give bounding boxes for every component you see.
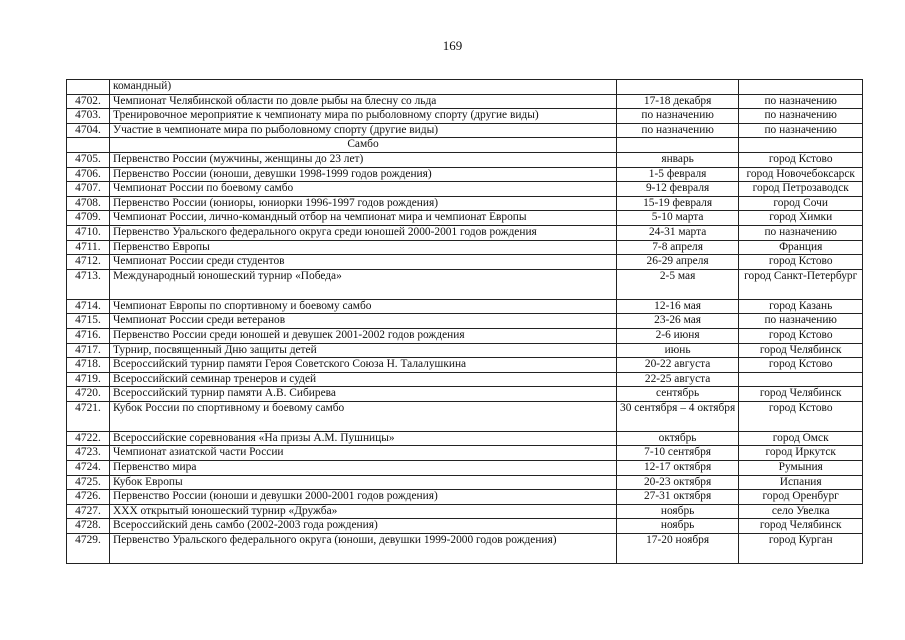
- table-row: [67, 519, 863, 534]
- table-cell-num: 4710.: [67, 225, 110, 240]
- table-cell-place: город Курган: [739, 534, 863, 564]
- table-cell-date: 27-31 октября: [617, 490, 739, 505]
- table-row: [67, 152, 863, 167]
- table-row: [67, 358, 863, 373]
- table-cell-place: город Кстово: [739, 328, 863, 343]
- table-cell-date: 2-5 мая: [617, 269, 739, 299]
- table-cell-num: 4718.: [67, 358, 110, 373]
- table-cell-date: 12-16 мая: [617, 299, 739, 314]
- table-cell-date: 20-23 октября: [617, 475, 739, 490]
- table-cell-place: город Омск: [739, 431, 863, 446]
- table-cell-name: Всероссийский семинар тренеров и судей: [110, 372, 617, 387]
- table-cell-num: 4727.: [67, 504, 110, 519]
- table-cell-date: 15-19 февраля: [617, 196, 739, 211]
- table-cell-date: ноябрь: [617, 519, 739, 534]
- table-cell-place: город Санкт-Петербург: [739, 269, 863, 299]
- table-cell-place: город Сочи: [739, 196, 863, 211]
- table-cell-name: Первенство Уральского федерального округа (юноши, девушки 1999-2000 годов рождения): [110, 534, 617, 564]
- table-cell-num: 4715.: [67, 314, 110, 329]
- table-cell-num: 4724.: [67, 461, 110, 476]
- table-cell-name: Чемпионат азиатской части России: [110, 446, 617, 461]
- table-cell-name: Первенство Уральского федерального округа среди юношей 2000-2001 годов рождения: [110, 225, 617, 240]
- table-cell-name: Всероссийский турнир памяти А.В. Сибирева: [110, 387, 617, 402]
- table-cell-date: 24-31 марта: [617, 225, 739, 240]
- table-row: [67, 431, 863, 446]
- table-cell-date: 7-10 сентября: [617, 446, 739, 461]
- table-cell-name: Чемпионат России, лично-командный отбор на чемпионат мира и чемпионат Европы: [110, 211, 617, 226]
- table-cell-num: [67, 138, 110, 153]
- table-row: [67, 461, 863, 476]
- table-cell-place: город Казань: [739, 299, 863, 314]
- table-cell-name: Всероссийский день самбо (2002-2003 года рождения): [110, 519, 617, 534]
- table-cell-place: Испания: [739, 475, 863, 490]
- table-cell-name: Первенство России (юниоры, юниорки 1996-1997 годов рождения): [110, 196, 617, 211]
- table-cell-place: по назначению: [739, 123, 863, 138]
- table-cell-place: город Челябинск: [739, 519, 863, 534]
- table-cell-name: Кубок Европы: [110, 475, 617, 490]
- table-cell-num: 4704.: [67, 123, 110, 138]
- table-cell-date: 26-29 апреля: [617, 255, 739, 270]
- table-cell-date: ноябрь: [617, 504, 739, 519]
- table-row: [67, 167, 863, 182]
- table-cell-place: город Кстово: [739, 358, 863, 373]
- table-cell-place: город Иркутск: [739, 446, 863, 461]
- table-cell-num: 4714.: [67, 299, 110, 314]
- table-cell-place: город Оренбург: [739, 490, 863, 505]
- table-cell-num: [67, 80, 110, 95]
- table-cell-place: Франция: [739, 240, 863, 255]
- continuation-row: [67, 80, 863, 95]
- table-cell-place: Румыния: [739, 461, 863, 476]
- table-row: [67, 196, 863, 211]
- table-cell-name: Всероссийские соревнования «На призы А.М. Пушницы»: [110, 431, 617, 446]
- table-cell-num: 4720.: [67, 387, 110, 402]
- table-cell-date: 17-18 декабря: [617, 94, 739, 109]
- table-row: [67, 475, 863, 490]
- table-row: [67, 534, 863, 564]
- table-cell-place: город Кстово: [739, 152, 863, 167]
- table-cell-name: Чемпионат России по боевому самбо: [110, 182, 617, 197]
- table-cell-name: Всероссийский турнир памяти Героя Советского Союза Н. Талалушкина: [110, 358, 617, 373]
- table-cell-place: город Петрозаводск: [739, 182, 863, 197]
- table-cell-date: январь: [617, 152, 739, 167]
- table-cell-num: 4712.: [67, 255, 110, 270]
- table-row: [67, 490, 863, 505]
- table-cell-date: по назначению: [617, 123, 739, 138]
- table-cell-name: Первенство России среди юношей и девушек 2001-2002 годов рождения: [110, 328, 617, 343]
- table-cell-num: 4723.: [67, 446, 110, 461]
- section-title: Самбо: [110, 138, 617, 153]
- table-cell-date: 12-17 октября: [617, 461, 739, 476]
- table-row: [67, 240, 863, 255]
- table-cell-name: Тренировочное мероприятие к чемпионату мира по рыболовному спорту (другие виды): [110, 109, 617, 124]
- section-row: [67, 138, 863, 153]
- table-cell-num: 4726.: [67, 490, 110, 505]
- table-cell-name: XXX открытый юношеский турнир «Дружба»: [110, 504, 617, 519]
- table-row: [67, 299, 863, 314]
- table-row: [67, 343, 863, 358]
- table-cell-name: Первенство России (юноши и девушки 2000-2001 годов рождения): [110, 490, 617, 505]
- table-row: [67, 372, 863, 387]
- table-cell-name: Первенство мира: [110, 461, 617, 476]
- table-cell-place: [739, 80, 863, 95]
- table-cell-date: 30 сентября – 4 октября: [617, 401, 739, 431]
- table-cell-date: [617, 138, 739, 153]
- table-cell-date: 20-22 августа: [617, 358, 739, 373]
- table-row: [67, 387, 863, 402]
- table-cell-date: июнь: [617, 343, 739, 358]
- table-cell-num: 4721.: [67, 401, 110, 431]
- table-cell-name: Чемпионат России среди ветеранов: [110, 314, 617, 329]
- table-cell-num: 4708.: [67, 196, 110, 211]
- table-row: [67, 182, 863, 197]
- table-cell-place: по назначению: [739, 225, 863, 240]
- table-cell-num: 4719.: [67, 372, 110, 387]
- table-cell-place: город Кстово: [739, 255, 863, 270]
- table-cell-place: город Челябинск: [739, 343, 863, 358]
- table-cell-num: 4705.: [67, 152, 110, 167]
- table-row: [67, 314, 863, 329]
- table-cell-num: 4707.: [67, 182, 110, 197]
- table-cell-date: [617, 80, 739, 95]
- events-table: [66, 79, 863, 564]
- table-cell-date: 2-6 июня: [617, 328, 739, 343]
- table-cell-name: Чемпионат России среди студентов: [110, 255, 617, 270]
- table-row: [67, 446, 863, 461]
- table-cell-num: 4725.: [67, 475, 110, 490]
- table-cell-name: Международный юношеский турнир «Победа»: [110, 269, 617, 299]
- table-row: [67, 211, 863, 226]
- table-cell-date: по назначению: [617, 109, 739, 124]
- table-cell-num: 4716.: [67, 328, 110, 343]
- table-cell-num: 4729.: [67, 534, 110, 564]
- table-cell-name: Турнир, посвященный Дню защиты детей: [110, 343, 617, 358]
- table-cell-num: 4713.: [67, 269, 110, 299]
- table-cell-name: Первенство Европы: [110, 240, 617, 255]
- table-cell-place: город Челябинск: [739, 387, 863, 402]
- table-cell-name: командный): [110, 80, 617, 95]
- table-cell-num: 4702.: [67, 94, 110, 109]
- table-cell-num: 4703.: [67, 109, 110, 124]
- table-cell-name: Участие в чемпионате мира по рыболовному спорту (другие виды): [110, 123, 617, 138]
- table-cell-name: Чемпионат Челябинской области по довле рыбы на блесну со льда: [110, 94, 617, 109]
- table-cell-place: город Кстово: [739, 401, 863, 431]
- table-cell-num: 4711.: [67, 240, 110, 255]
- table-cell-date: 9-12 февраля: [617, 182, 739, 197]
- table-cell-place: [739, 372, 863, 387]
- events-table-body: [67, 80, 863, 564]
- table-cell-place: село Увелка: [739, 504, 863, 519]
- table-cell-date: 23-26 мая: [617, 314, 739, 329]
- table-cell-name: Чемпионат Европы по спортивному и боевому самбо: [110, 299, 617, 314]
- table-cell-name: Первенство России (юноши, девушки 1998-1999 годов рождения): [110, 167, 617, 182]
- table-cell-date: октябрь: [617, 431, 739, 446]
- table-row: [67, 123, 863, 138]
- table-cell-place: [739, 138, 863, 153]
- table-row: [67, 328, 863, 343]
- table-row: [67, 109, 863, 124]
- table-row: [67, 225, 863, 240]
- table-cell-date: 7-8 апреля: [617, 240, 739, 255]
- table-cell-num: 4728.: [67, 519, 110, 534]
- table-cell-date: 5-10 марта: [617, 211, 739, 226]
- table-cell-num: 4709.: [67, 211, 110, 226]
- table-cell-num: 4717.: [67, 343, 110, 358]
- table-cell-name: Первенство России (мужчины, женщины до 23 лет): [110, 152, 617, 167]
- table-row: [67, 269, 863, 299]
- table-cell-name: Кубок России по спортивному и боевому самбо: [110, 401, 617, 431]
- table-cell-place: по назначению: [739, 314, 863, 329]
- table-cell-num: 4706.: [67, 167, 110, 182]
- table-cell-date: 1-5 февраля: [617, 167, 739, 182]
- table-row: [67, 401, 863, 431]
- table-row: [67, 94, 863, 109]
- table-cell-place: по назначению: [739, 109, 863, 124]
- table-cell-place: город Новочебоксарск: [739, 167, 863, 182]
- table-row: [67, 504, 863, 519]
- table-cell-date: 22-25 августа: [617, 372, 739, 387]
- page-number: 169: [442, 38, 463, 53]
- table-row: [67, 255, 863, 270]
- table-cell-num: 4722.: [67, 431, 110, 446]
- table-cell-date: сентябрь: [617, 387, 739, 402]
- table-cell-date: 17-20 ноября: [617, 534, 739, 564]
- table-cell-place: город Химки: [739, 211, 863, 226]
- table-cell-place: по назначению: [739, 94, 863, 109]
